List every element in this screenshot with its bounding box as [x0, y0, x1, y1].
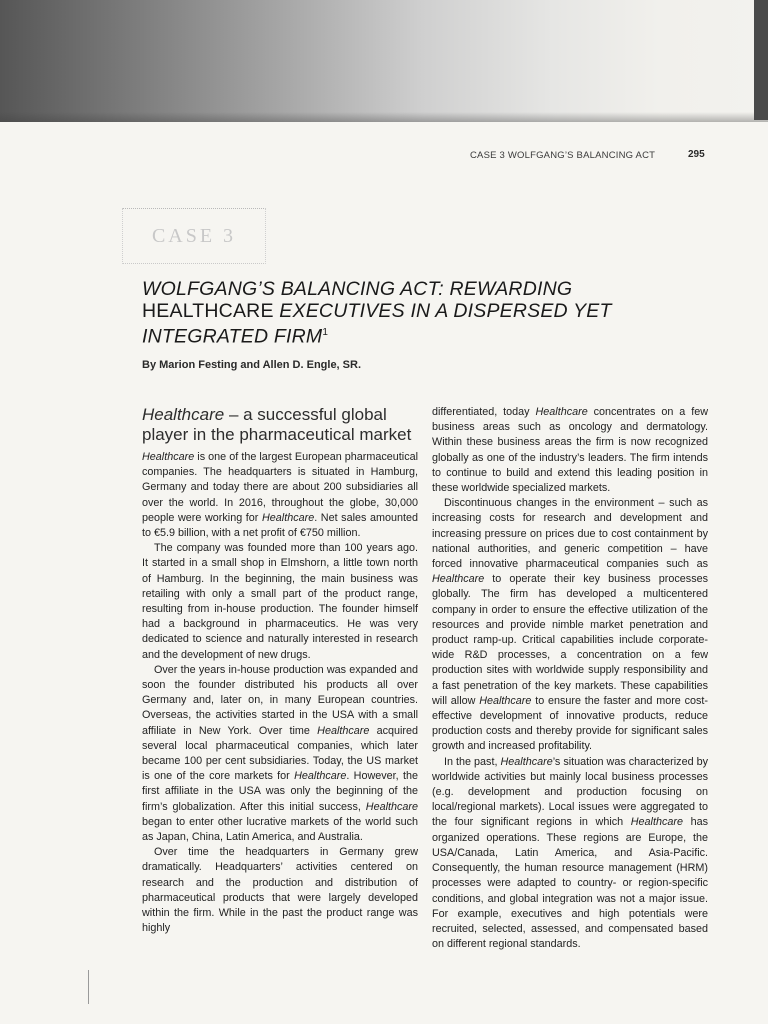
title-line-1: WOLFGANG’S BALANCING ACT: REWARDING	[142, 278, 573, 300]
section-heading	[142, 405, 418, 445]
paragraph-text: acquired several local pharmaceutical companies, which later became 100 per cent subsidiaries. Today, the US market is one of the core markets for	[142, 724, 418, 783]
running-head: CASE 3 WOLFGANG’S BALANCING ACT	[470, 150, 656, 161]
right-paragraph-3	[432, 755, 708, 953]
paragraph-text: Over the years in-house production was expanded and soon the founder distributed his products all over Germany and, later on, in many European countries. Overseas, the activities started in the USA with a small affiliate in New York. Over time	[142, 663, 418, 737]
paragraph-text: to ensure the faster and more cost-effective development of innovative products, reduce production costs and thereby provide for significant sales growth and increased profitability.	[432, 694, 708, 753]
case-label: CASE 3	[122, 208, 266, 264]
margin-mark	[88, 970, 89, 1004]
company-name: Healthcare	[294, 770, 347, 783]
company-name: Healthcare	[365, 800, 418, 813]
right-column	[432, 405, 708, 952]
paragraph-text: is one of the largest European pharmaceutical companies. The headquarters is situated in Hamburg, Germany and today there are about 200 subsidiaries all over the world. In 2016, throughout the globe, 30,000 people were working for	[142, 451, 418, 524]
company-name: Healthcare	[261, 511, 315, 524]
paragraph-text: has organized operations. These regions are Europe, the USA/Canada, Latin America, and Asia-Pacific. Consequently, the human resource management (HRM) processes were adapted to country- or region-specific conditions, and global integration was not a major issue. For example, executives and high potentials were recruited, selected, assessed, and compensated based on different regional standards.	[432, 816, 708, 951]
right-paragraph-2	[432, 496, 708, 754]
paragraph-text: concentrates on a few business areas such as oncology and dermatology. Within these business areas the firm is now recognized globally as one of the industry’s leaders. The firm intends to continue to build and extend this leading position in these worldwide specialized markets.	[432, 406, 708, 495]
scan-edge-shadow	[754, 0, 768, 120]
company-name: Healthcare	[500, 755, 553, 768]
left-column	[142, 405, 418, 937]
byline: By Marion Festing and Allen D. Engle, SR.	[142, 359, 362, 371]
title-company: HEALTHCARE	[142, 300, 274, 322]
paragraph-text: ’s situation was characterized by worldwide activities but mainly local business processes (e.g. development and production focusing on local/regional markets). Local issues were aggregated to the four significant regions in which	[432, 755, 709, 829]
title-line-3: INTEGRATED FIRM	[142, 325, 323, 348]
company-name: Healthcare	[479, 694, 532, 707]
title-line-2: EXECUTIVES IN A DISPERSED YET	[273, 300, 612, 322]
company-name: Healthcare	[317, 724, 370, 737]
section-heading-text: – a successful global player in the pharmaceutical market	[142, 405, 412, 444]
paragraph-text: In the past,	[444, 755, 501, 768]
title-footnote-marker: 1	[322, 327, 329, 338]
paragraph-text: to operate their key business processes globally. The firm has developed a multicentered company in order to ensure the effective utilization of the resources and provide nimble market penetration and product ramp-up. Critical capabilities include corporate-wide R&D processes, a concentration on a few production sites with worldwide supply responsibility and a fast penetration of the key markets. These capabilities will allow	[432, 573, 708, 707]
left-paragraph-3	[142, 663, 418, 845]
case-title	[142, 278, 702, 348]
paragraph-text: began to enter other lucrative markets of the world such as Japan, China, Latin America, and Australia.	[142, 815, 418, 844]
left-paragraph-1	[142, 450, 418, 541]
paragraph-text: . However, the first affiliate in the USA was only the beginning of the firm’s globalization. After this initial success,	[142, 770, 418, 813]
paragraph-text: . Net sales amounted to €5.9 billion, with a net profit of €750 million.	[142, 511, 418, 540]
company-name: Healthcare	[535, 406, 588, 418]
paragraph-text: differentiated, today	[432, 406, 536, 418]
company-name: Healthcare	[630, 816, 683, 829]
company-name: Healthcare	[432, 573, 485, 586]
company-name: Healthcare	[142, 451, 195, 463]
page-number: 295	[688, 149, 705, 160]
section-heading-company: Healthcare	[142, 405, 225, 424]
scan-shadow-band	[0, 0, 768, 122]
left-paragraph-4: Over time the headquarters in Germany grew dramatically. Headquarters’ activities centered on research and the production and distribution of pharmaceutical products that were largely developed within the firm. While in the past the product range was highly	[142, 846, 418, 935]
left-paragraph-2: The company was founded more than 100 years ago. It started in a small shop in Elmshorn, a little town north of Hamburg. In the beginning, the main business was retailing with only a small part of the product range, resulting from in-house production. The founder himself had a background in pharmaceutics. He was very dedicated to science and naturally interested in research and the development of new drugs.	[142, 542, 418, 661]
right-paragraph-1	[432, 405, 708, 496]
paragraph-text: Discontinuous changes in the environment – such as increasing costs for research and development and increasing pressure on prices due to cost containment by national authorities, and generic competition – have forced innovative pharmaceutical companies such as	[432, 497, 708, 571]
